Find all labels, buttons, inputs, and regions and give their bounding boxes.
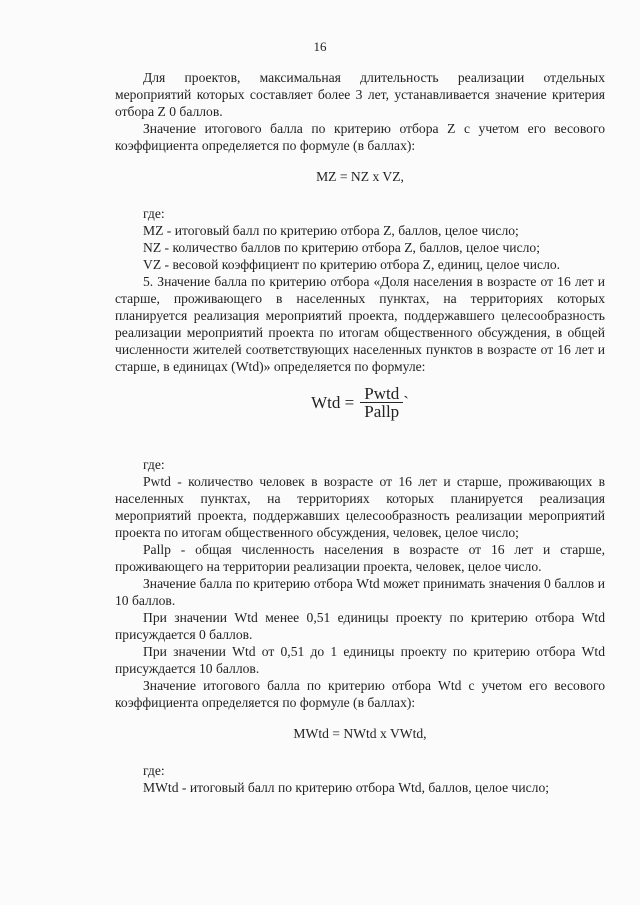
paragraph: Значение итогового балла по критерию отбора Wtd с учетом его весового коэффициента определяется по формуле (в баллах): <box>115 678 605 710</box>
page-number: 16 <box>313 39 327 54</box>
formula-wtd <box>115 375 605 456</box>
definition: MWtd - итоговый балл по критерию отбора Wtd, баллов, целое число; <box>143 780 550 795</box>
formula-mwtd: MWtd = NWtd x VWtd, <box>293 726 427 741</box>
formula-mz: MZ = NZ x VZ, <box>316 169 404 184</box>
where-label: где: <box>143 206 165 221</box>
where-label: где: <box>143 457 165 472</box>
where-label: где: <box>143 763 165 778</box>
formula-tail: ` <box>403 393 409 412</box>
paragraph: Значение итогового балла по критерию отбора Z с учетом его весового коэффициента определяется по формуле (в баллах): <box>115 121 605 153</box>
definition: Pwtd - количество человек в возрасте от 16 лет и старше, проживающих в населенных пунктах, на территориях которых планируется реализация мероприятий проекта, поддержавших целесообразность реализации мероприятий проекта по итогам общественного обсуждения, человек, целое число; <box>115 474 605 540</box>
fraction-denominator: Pallp <box>360 402 403 420</box>
document-body <box>115 69 605 796</box>
definition: NZ - количество баллов по критерию отбора Z, баллов, целое число; <box>143 240 540 255</box>
definition: VZ - весовой коэффициент по критерию отбора Z, единиц, целое число. <box>143 257 561 272</box>
paragraph: Значение балла по критерию отбора Wtd может принимать значения 0 баллов и 10 баллов. <box>115 576 605 608</box>
definition: MZ - итоговый балл по критерию отбора Z, баллов, целое число; <box>143 223 519 238</box>
formula-lhs: Wtd = <box>311 393 355 412</box>
paragraph: 5. Значение балла по критерию отбора «Доля населения в возрасте от 16 лет и старше, проживающего в населенных пунктах, на территориях которых планируется реализация мероприятий проекта, поддержавшего целесообразность реализации мероприятий проекта по итогам общественного обсуждения, в общей численности жителей соответствующих населенных пунктов в возрасте от 16 лет и старше, в единицах (Wtd)» определяется по формуле: <box>115 274 605 374</box>
paragraph: Для проектов, максимальная длительность реализации отдельных мероприятий которых составляет более 3 лет, устанавливается значение критерия отбора Z 0 баллов. <box>115 70 605 119</box>
definition: Pallp - общая численность населения в возрасте от 16 лет и старше, проживающего на территории реализации проекта, человек, целое число. <box>115 542 605 574</box>
paragraph: При значении Wtd от 0,51 до 1 единицы проекту по критерию отбора Wtd присуждается 10 баллов. <box>115 644 605 676</box>
paragraph: При значении Wtd менее 0,51 единицы проекту по критерию отбора Wtd присуждается 0 баллов. <box>115 610 605 642</box>
fraction-numerator: Pwtd <box>364 384 400 403</box>
